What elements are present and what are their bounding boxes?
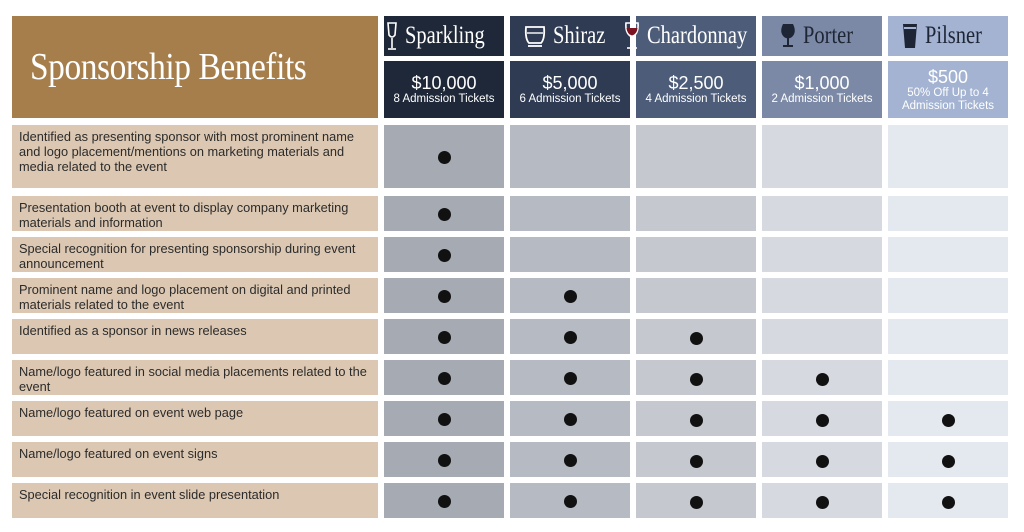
- benefit-cell-shiraz: [510, 401, 630, 436]
- wine-tumbler-icon: [523, 23, 553, 49]
- tier-tickets: 6 Admission Tickets: [519, 93, 621, 106]
- benefit-cell-shiraz: [510, 196, 630, 231]
- benefit-cell-shiraz: [510, 319, 630, 354]
- tier-header-sparkling: [384, 16, 504, 56]
- included-dot-icon: [438, 372, 451, 385]
- benefit-cell-porter: [762, 483, 882, 518]
- benefit-cell-chardonnay: [636, 319, 756, 354]
- included-dot-icon: [816, 455, 829, 468]
- tier-tickets: 4 Admission Tickets: [645, 93, 747, 106]
- included-dot-icon: [942, 414, 955, 427]
- benefit-cell-sparkling: [384, 483, 504, 518]
- benefit-cell-pilsner: [888, 196, 1008, 231]
- benefit-cell-shiraz: [510, 360, 630, 395]
- included-dot-icon: [438, 331, 451, 344]
- benefit-label: Prominent name and logo placement on digital and printed materials related to the event: [12, 278, 378, 313]
- tier-tickets: 8 Admission Tickets: [393, 93, 495, 106]
- benefit-cell-porter: [762, 196, 882, 231]
- included-dot-icon: [438, 413, 451, 426]
- benefit-cell-sparkling: [384, 237, 504, 272]
- benefit-cell-pilsner: [888, 278, 1008, 313]
- benefit-cell-pilsner: [888, 360, 1008, 395]
- benefit-label: Name/logo featured in social media placements related to the event: [12, 360, 378, 395]
- benefit-label: Identified as presenting sponsor with most prominent name and logo placement/mentions on marketing materials and media related to the event: [12, 125, 378, 188]
- benefit-cell-pilsner: [888, 442, 1008, 477]
- benefit-cell-sparkling: [384, 360, 504, 395]
- tier-header-porter: [762, 16, 882, 56]
- tier-name: Sparkling: [405, 22, 486, 49]
- benefit-label: Name/logo featured on event signs: [12, 442, 378, 477]
- benefit-cell-chardonnay: [636, 360, 756, 395]
- benefit-cell-pilsner: [888, 319, 1008, 354]
- benefit-label: Identified as a sponsor in news releases: [12, 319, 378, 354]
- tier-price: $2,500: [668, 73, 724, 94]
- benefit-cell-pilsner: [888, 237, 1008, 272]
- tier-price-box-sparkling: [384, 61, 504, 118]
- included-dot-icon: [564, 495, 577, 508]
- tier-tickets: 2 Admission Tickets: [771, 93, 873, 106]
- tier-price: $1,000: [794, 73, 850, 94]
- included-dot-icon: [564, 290, 577, 303]
- benefit-cell-porter: [762, 401, 882, 436]
- title-banner: [12, 16, 378, 118]
- benefit-cell-porter: [762, 237, 882, 272]
- included-dot-icon: [816, 373, 829, 386]
- tier-name: Porter: [803, 22, 854, 49]
- benefit-cell-sparkling: [384, 442, 504, 477]
- tier-header-chardonnay: [636, 16, 756, 56]
- benefit-cell-shiraz: [510, 442, 630, 477]
- benefit-label: Presentation booth at event to display company marketing materials and information: [12, 196, 378, 231]
- included-dot-icon: [438, 495, 451, 508]
- benefit-cell-porter: [762, 442, 882, 477]
- benefit-cell-shiraz: [510, 483, 630, 518]
- included-dot-icon: [438, 151, 451, 164]
- included-dot-icon: [564, 331, 577, 344]
- page-title: Sponsorship Benefits: [30, 46, 307, 88]
- included-dot-icon: [564, 372, 577, 385]
- wine-glass-icon: [623, 21, 647, 51]
- tier-price: $500: [927, 67, 969, 87]
- benefit-cell-chardonnay: [636, 125, 756, 188]
- included-dot-icon: [690, 496, 703, 509]
- tier-price: $10,000: [411, 73, 477, 94]
- benefit-cell-pilsner: [888, 125, 1008, 188]
- tier-name: Pilsner: [925, 22, 983, 49]
- benefit-cell-shiraz: [510, 125, 630, 188]
- benefit-cell-porter: [762, 360, 882, 395]
- benefit-cell-porter: [762, 278, 882, 313]
- tier-price-box-chardonnay: [636, 61, 756, 118]
- included-dot-icon: [690, 332, 703, 345]
- benefit-cell-chardonnay: [636, 196, 756, 231]
- benefit-cell-sparkling: [384, 319, 504, 354]
- tier-name: Chardonnay: [646, 22, 748, 49]
- included-dot-icon: [816, 496, 829, 509]
- tier-header-pilsner: [888, 16, 1008, 56]
- benefit-cell-chardonnay: [636, 483, 756, 518]
- benefit-cell-chardonnay: [636, 237, 756, 272]
- benefit-label: Name/logo featured on event web page: [12, 401, 378, 436]
- benefit-cell-shiraz: [510, 278, 630, 313]
- tier-price-box-pilsner: [888, 61, 1008, 118]
- included-dot-icon: [564, 413, 577, 426]
- champagne-flute-icon: [385, 21, 405, 51]
- benefit-cell-sparkling: [384, 278, 504, 313]
- benefit-cell-pilsner: [888, 401, 1008, 436]
- tier-price-box-porter: [762, 61, 882, 118]
- included-dot-icon: [438, 249, 451, 262]
- benefit-cell-shiraz: [510, 237, 630, 272]
- benefit-cell-chardonnay: [636, 278, 756, 313]
- included-dot-icon: [690, 414, 703, 427]
- benefit-cell-sparkling: [384, 401, 504, 436]
- included-dot-icon: [816, 414, 829, 427]
- tier-header-shiraz: [510, 16, 630, 56]
- tier-name: Shiraz: [553, 22, 606, 49]
- included-dot-icon: [564, 454, 577, 467]
- pint-glass-icon: [901, 22, 925, 50]
- included-dot-icon: [438, 208, 451, 221]
- tier-tickets: 50% Off Up to 4 Admission Tickets: [901, 87, 995, 112]
- benefit-cell-porter: [762, 319, 882, 354]
- benefit-label: Special recognition for presenting sponsorship during event announcement: [12, 237, 378, 272]
- benefit-label: Special recognition in event slide presentation: [12, 483, 378, 518]
- benefit-cell-porter: [762, 125, 882, 188]
- included-dot-icon: [942, 496, 955, 509]
- benefit-cell-sparkling: [384, 125, 504, 188]
- included-dot-icon: [690, 455, 703, 468]
- tier-price: $5,000: [542, 73, 598, 94]
- benefit-cell-chardonnay: [636, 401, 756, 436]
- snifter-glass-icon: [779, 22, 803, 50]
- benefit-cell-chardonnay: [636, 442, 756, 477]
- included-dot-icon: [690, 373, 703, 386]
- included-dot-icon: [438, 290, 451, 303]
- tier-price-box-shiraz: [510, 61, 630, 118]
- included-dot-icon: [438, 454, 451, 467]
- included-dot-icon: [942, 455, 955, 468]
- benefit-cell-pilsner: [888, 483, 1008, 518]
- benefit-cell-sparkling: [384, 196, 504, 231]
